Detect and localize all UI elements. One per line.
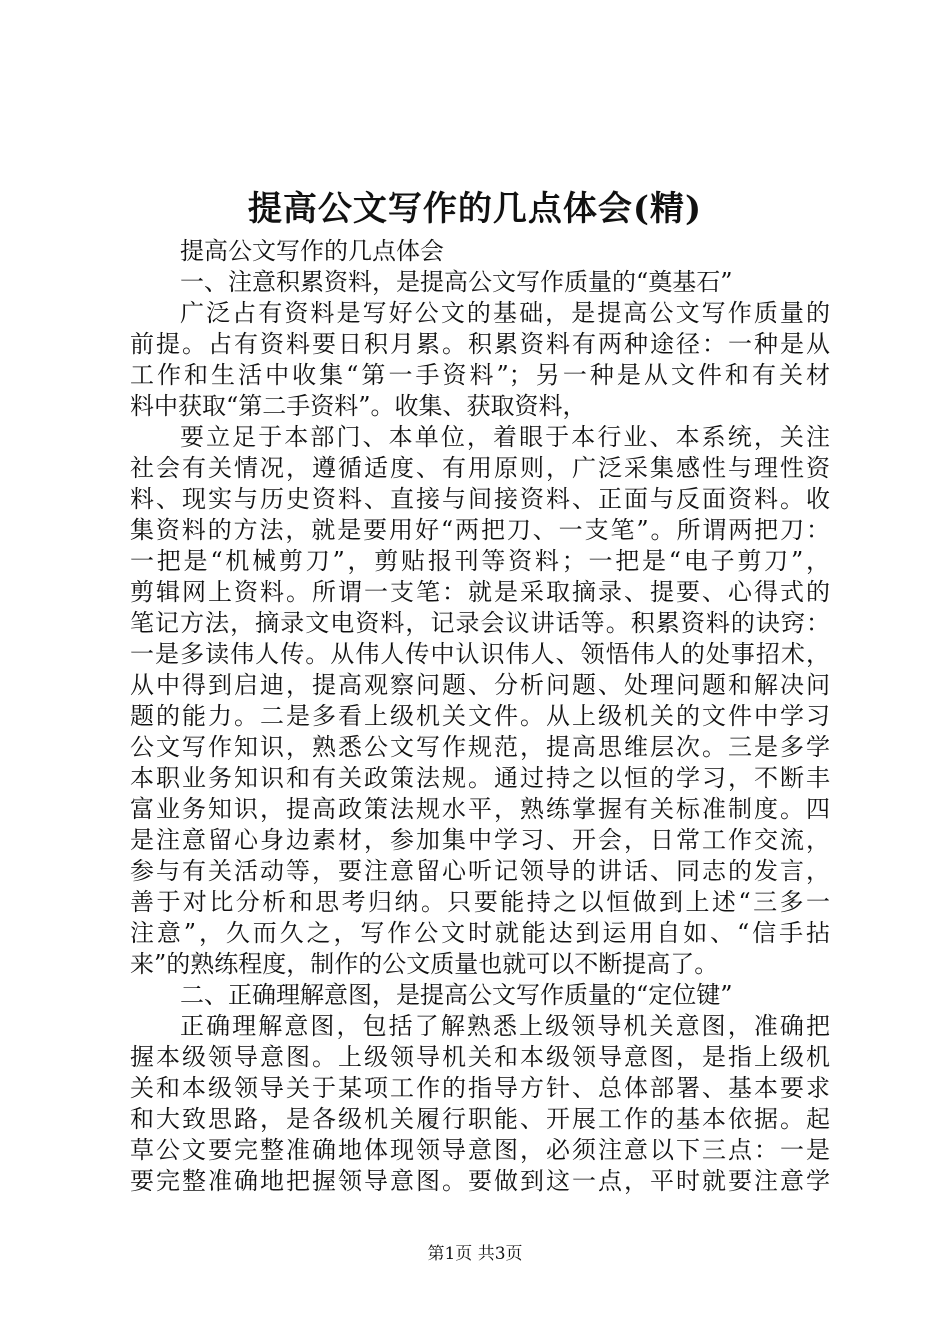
text-line: 要完整准确地把握领导意图。要做到这一点，平时就要注意学	[130, 1167, 830, 1195]
text-line: 善于对比分析和思考归纳。只要能持之以恒做到上述“三多一	[130, 888, 830, 916]
text-line: 笔记方法，摘录文电资料，记录会议讲话等。积累资料的诀窍：	[130, 609, 830, 637]
text-line: 剪辑网上资料。所谓一支笔：就是采取摘录、提要、心得式的	[130, 578, 830, 606]
text-line: 要立足于本部门、本单位，着眼于本行业、本系统，关注	[180, 423, 830, 451]
text-line: 一是多读伟人传。从伟人传中认识伟人、领悟伟人的处事招术，	[130, 640, 830, 668]
text-line: 握本级领导意图。上级领导机关和本级领导意图，是指上级机	[130, 1043, 830, 1071]
page-footer: 第1页 共3页	[427, 1244, 523, 1264]
text-line: 集资料的方法，就是要用好“两把刀、一支笔”。所谓两把刀：	[130, 516, 830, 544]
text-line: 草公文要完整准确地体现领导意图，必须注意以下三点：一是	[130, 1136, 830, 1164]
text-line: 料、现实与历史资料、直接与间接资料、正面与反面资料。收	[130, 485, 830, 513]
text-line: 一把是“机械剪刀”，剪贴报刊等资料；一把是“电子剪刀”，	[130, 547, 830, 575]
text-line: 公文写作知识，熟悉公文写作规范，提高思维层次。三是多学	[130, 733, 830, 761]
text-line: 料中获取“第二手资料”。收集、获取资料，	[130, 392, 587, 420]
text-line: 本职业务知识和有关政策法规。通过持之以恒的学习，不断丰	[130, 764, 830, 792]
text-line: 广泛占有资料是写好公文的基础，是提高公文写作质量的	[180, 299, 830, 327]
text-line: 注意”，久而久之，写作公文时就能达到运用自如、“信手拈	[130, 919, 830, 947]
text-line: 关和本级领导关于某项工作的指导方针、总体部署、基本要求	[130, 1074, 830, 1102]
text-line: 是注意留心身边素材，参加集中学习、开会，日常工作交流，	[130, 826, 830, 854]
text-line: 富业务知识，提高政策法规水平，熟练掌握有关标准制度。四	[130, 795, 830, 823]
text-line: 社会有关情况，遵循适度、有用原则，广泛采集感性与理性资	[130, 454, 830, 482]
text-line: 来”的熟练程度，制作的公文质量也就可以不断提高了。	[130, 950, 719, 978]
text-line: 二、正确理解意图，是提高公文写作质量的“定位键”	[180, 981, 733, 1009]
text-line: 提高公文写作的几点体会	[180, 237, 444, 265]
text-line: 一、注意积累资料，是提高公文写作质量的“奠基石”	[180, 268, 733, 296]
text-line: 题的能力。二是多看上级机关文件。从上级机关的文件中学习	[130, 702, 830, 730]
text-line: 正确理解意图，包括了解熟悉上级领导机关意图，准确把	[180, 1012, 830, 1040]
text-line: 工作和生活中收集“第一手资料”；另一种是从文件和有关材	[130, 361, 830, 389]
document-title: 提高公文写作的几点体会(精)	[247, 189, 703, 229]
text-line: 和大致思路，是各级机关履行职能、开展工作的基本依据。起	[130, 1105, 830, 1133]
text-line: 前提。占有资料要日积月累。积累资料有两种途径：一种是从	[130, 330, 830, 358]
document-body	[130, 236, 830, 1197]
text-line: 参与有关活动等，要注意留心听记领导的讲话、同志的发言，	[130, 857, 830, 885]
text-line: 从中得到启迪，提高观察问题、分析问题、处理问题和解决问	[130, 671, 830, 699]
